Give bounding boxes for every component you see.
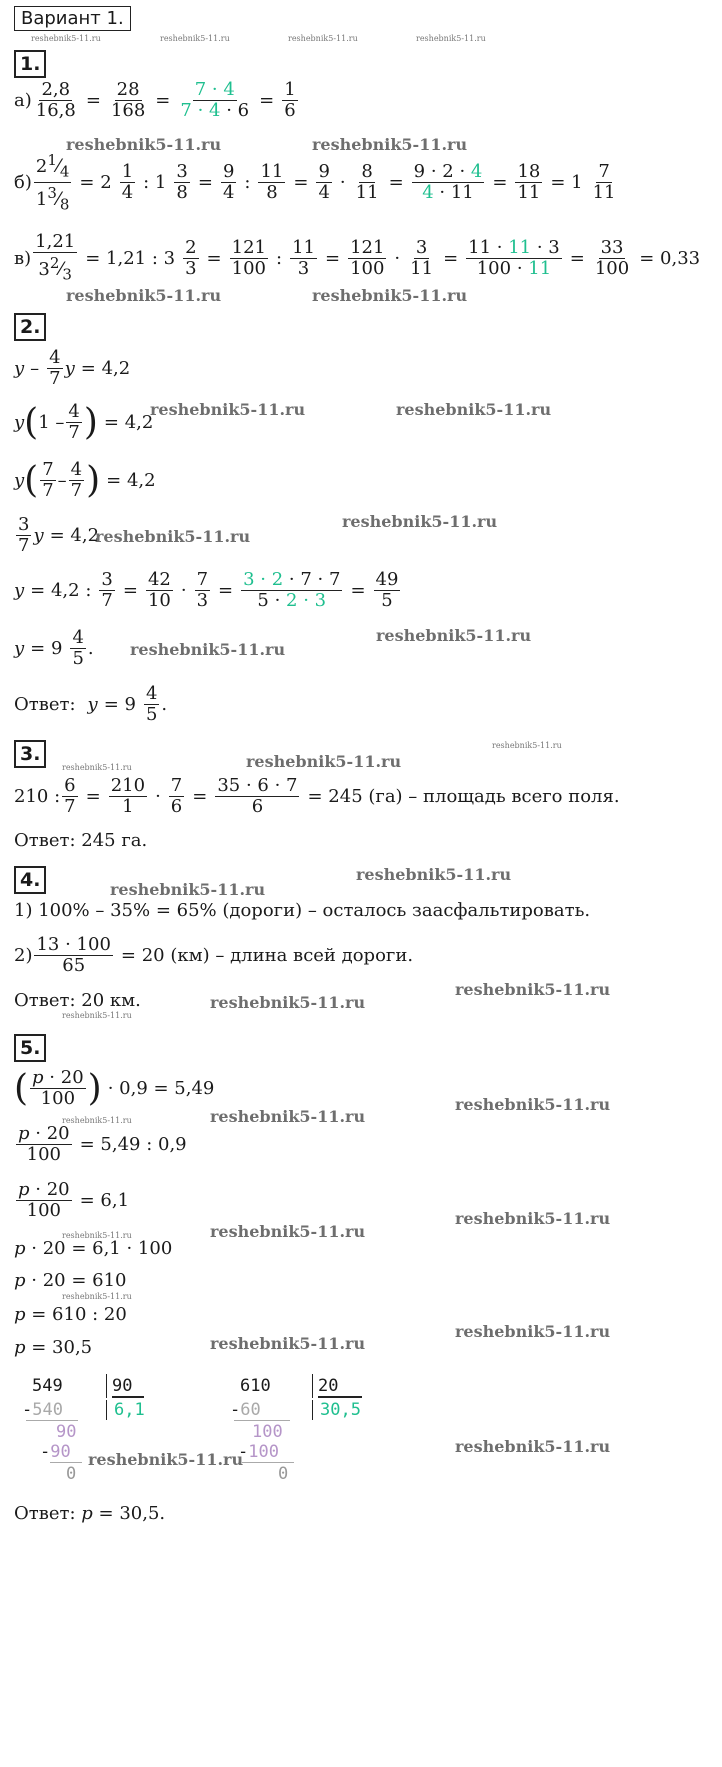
watermark: reshebnik5-11.ru: [492, 741, 562, 750]
watermark: reshebnik5-11.ru: [210, 1334, 366, 1353]
watermark: reshebnik5-11.ru: [95, 527, 251, 546]
task-5-line7: p = 30,5: [14, 1337, 93, 1358]
division-2: 610 20 -60 30,5 100 -100 0: [230, 1376, 361, 1484]
task-1-label: 1.: [14, 50, 46, 78]
watermark: reshebnik5-11.ru: [455, 1095, 611, 1114]
watermark: reshebnik5-11.ru: [455, 1322, 611, 1341]
task-4-answer: Ответ: 20 км.: [14, 990, 141, 1011]
watermark: reshebnik5-11.ru: [416, 34, 486, 43]
watermark: reshebnik5-11.ru: [210, 1107, 366, 1126]
task-2-answer: Ответ: y = 9 $\frac{4}{5}$ .: [14, 683, 168, 725]
task-3-line1: 210 : $\frac{6}{7}$ = $\frac{210}{1}$ · $\frac{7}{6}$ = $\frac{35 \cdot 6 \cdot 7}{6}$ = 245 (га) – площадь всего поля.: [14, 775, 620, 817]
watermark: reshebnik5-11.ru: [31, 34, 101, 43]
page-title: Вариант 1.: [14, 6, 131, 31]
watermark: reshebnik5-11.ru: [455, 1209, 611, 1228]
watermark: reshebnik5-11.ru: [376, 626, 532, 645]
division-1: 549 90 -540 6,1 90 -90 0: [22, 1376, 145, 1484]
watermark: reshebnik5-11.ru: [66, 286, 222, 305]
task-2-line5: y = 4,2 : $\frac{3}{7}$ = $\frac{42}{10}$ · $\frac{7}{3}$ = $\frac{3 \cdot 2 \cdot 7 \cdot 7}{5 \cdot 2 \cdot 3}$ = $\frac{49}{5}$: [14, 569, 399, 611]
watermark: reshebnik5-11.ru: [150, 400, 306, 419]
watermark: reshebnik5-11.ru: [288, 34, 358, 43]
task-1c: в) $\frac{1,21}{3^2⁄_3}$ = 1,21 : 3 $\frac{2}{3}$ = $\frac{121}{100}$ : $\frac{11}{3}$ = $\frac{121}{100}$ · $\frac{3}{11}$ = $\frac{11 \cdot 11 \cdot 3}{100 \cdot 11}$ = $\frac{33}{100}$ = 0,33: [14, 231, 701, 284]
task-2-line6: y = 9 $\frac{4}{5}$ .: [14, 627, 94, 669]
task-3-label: 3.: [14, 740, 46, 768]
watermark: reshebnik5-11.ru: [160, 34, 230, 43]
task-2-line4: $\frac{3}{7}$ y = 4,2: [18, 514, 100, 556]
task-1a: а) $\frac{2,8}{16,8}$ = $\frac{28}{168}$ = $\frac{7 \cdot 4}{7 \cdot 4 \cdot 6}$ = $\frac{1}{6}$: [14, 79, 296, 121]
task-4-step2: 2) $\frac{13 \cdot 100}{65}$ = 20 (км) – длина всей дороги.: [14, 934, 414, 976]
watermark: reshebnik5-11.ru: [455, 1437, 611, 1456]
task-4-step1: 1) 100% – 35% = 65% (дороги) – осталось заасфальтировать.: [14, 900, 591, 921]
watermark: reshebnik5-11.ru: [66, 135, 222, 154]
task-1b: б) $\frac{2^1⁄_4}{1^3⁄_8}$ = 2 $\frac{1}{4}$ : 1 $\frac{3}{8}$ = $\frac{9}{4}$ : $\frac{11}{8}$ = $\frac{9}{4}$ · $\frac{8}{11}$ = $\frac{9 \cdot 2 \cdot 4}{4 \cdot 11}$ = $\frac{18}{11}$ = 1 $\frac{7}{11}$: [14, 151, 616, 214]
task-5-line5: p · 20 = 610: [14, 1270, 127, 1291]
watermark: reshebnik5-11.ru: [210, 993, 366, 1012]
task-2-line2: y ( 1 – $\frac{4}{7}$ ) = 4,2: [14, 401, 154, 443]
task-5-line3: $\frac{p \cdot 20}{100}$ = 6,1: [18, 1179, 130, 1221]
watermark: reshebnik5-11.ru: [356, 865, 512, 884]
watermark: reshebnik5-11.ru: [62, 1116, 132, 1125]
watermark: reshebnik5-11.ru: [110, 880, 266, 899]
watermark: reshebnik5-11.ru: [62, 763, 132, 772]
watermark: reshebnik5-11.ru: [62, 1011, 132, 1020]
watermark: reshebnik5-11.ru: [396, 400, 552, 419]
watermark: reshebnik5-11.ru: [312, 135, 468, 154]
task-4-label: 4.: [14, 866, 46, 894]
watermark: reshebnik5-11.ru: [130, 640, 286, 659]
task-2-line3: y ( $\frac{7}{7}$ – $\frac{4}{7}$ ) = 4,2: [14, 459, 156, 501]
watermark: reshebnik5-11.ru: [312, 286, 468, 305]
watermark: reshebnik5-11.ru: [455, 980, 611, 999]
watermark: reshebnik5-11.ru: [210, 1222, 366, 1241]
watermark: reshebnik5-11.ru: [88, 1450, 244, 1469]
task-2-label: 2.: [14, 313, 46, 341]
task-5-line4: p · 20 = 6,1 · 100: [14, 1238, 173, 1259]
watermark: reshebnik5-11.ru: [62, 1292, 132, 1301]
task-5-line2: $\frac{p \cdot 20}{100}$ = 5,49 : 0,9: [18, 1123, 187, 1165]
watermark: reshebnik5-11.ru: [62, 1231, 132, 1240]
task-5-label: 5.: [14, 1034, 46, 1062]
watermark: reshebnik5-11.ru: [246, 752, 402, 771]
task-5-line6: p = 610 : 20: [14, 1304, 127, 1325]
task-3-answer: Ответ: 245 га.: [14, 830, 148, 851]
watermark: reshebnik5-11.ru: [342, 512, 498, 531]
task-2-line1: y – $\frac{4}{7}$ y = 4,2: [14, 347, 131, 389]
task-5-answer: Ответ: p = 30,5.: [14, 1503, 166, 1524]
task-5-line1: ( $\frac{p \cdot 20}{100}$ ) · 0,9 = 5,49: [14, 1067, 215, 1109]
